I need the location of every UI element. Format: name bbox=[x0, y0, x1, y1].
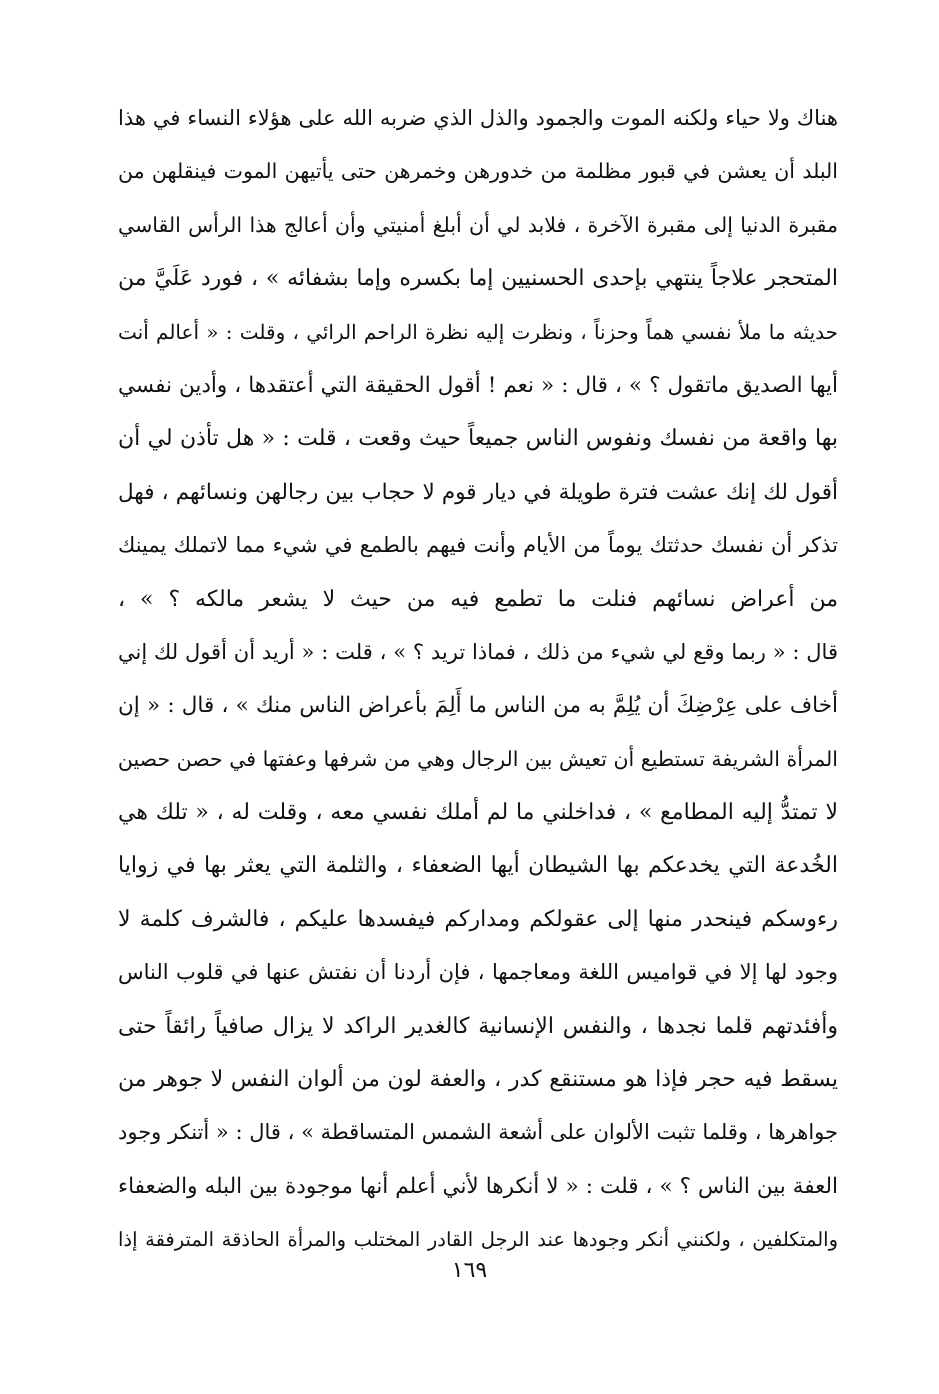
text-line: مقبرة الدنيا إلى مقبرة الآخرة ، فلابد لي أن أبلغ أمنيتي وأن أعالج هذا الرأس القاسي bbox=[118, 212, 838, 237]
text-line: وجود لها إلا في قواميس اللغة ومعاجمها ، فإن أردنا أن نفتش عنها في قلوب الناس bbox=[118, 960, 838, 985]
text-line: والمتكلفين ، ولكنني أنكر وجودها عند الرجل القادر المختلب والمرأة الحاذقة المترفقة إذا bbox=[118, 1228, 838, 1252]
text-line: أيها الصديق ماتقول ؟ » ، قال : « نعم ! أقول الحقيقة التي أعتقدها ، وأدين نفسي bbox=[118, 372, 838, 398]
text-line: أخاف على عِرْضِكَ أن يُلِمَّ به من الناس ما أَلِمَ بأعراض الناس منك » ، قال : « إن bbox=[118, 693, 838, 719]
text-line: البلد أن يعشن في قبور مظلمة من خدورهن وخمرهن حتى يأتيهن الموت فينقلهن من bbox=[118, 159, 838, 184]
text-line: الخُدعة التي يخدعكم بها الشيطان أيها الضعفاء ، والثلمة التي يعثر بها في زوايا bbox=[118, 853, 838, 879]
text-line: قال : « ربما وقع لي شيء من ذلك ، فماذا تريد ؟ » ، قلت : « أريد أن أقول لك إني bbox=[118, 639, 838, 664]
text-line: رءوسكم فينحدر منها إلى عقولكم ومداركم فيفسدها عليكم ، فالشرف كلمة لا bbox=[118, 906, 838, 932]
text-line: من أعراض نسائهم فنلت ما تطمع فيه من حيث لا يشعر مالكه ؟ » ، bbox=[118, 586, 838, 612]
page-number: ١٦٩ bbox=[451, 1258, 488, 1283]
text-line: يسقط فيه حجر فإذا هو مستنقع كدر ، والعفة لون من ألوان النفس لا جوهر من bbox=[118, 1067, 838, 1093]
text-line: العفة بين الناس ؟ » ، قلت : « لا أنكرها لأني أعلم أنها موجودة بين البله والضعفاء bbox=[118, 1173, 838, 1199]
text-line: المتحجر علاجاً ينتهي بإحدى الحسنيين إما بكسره وإما بشفائه » ، فورد عَلَيَّ من bbox=[118, 266, 838, 292]
text-line: حديثه ما ملأ نفسي هماً وحزناً ، ونظرت إليه نظرة الراحم الرائي ، وقلت : « أعالم أنت bbox=[118, 319, 838, 344]
text-line: لا تمتدُّ إليه المطامع » ، فداخلني ما لم أملك نفسي معه ، وقلت له ، « تلك هي bbox=[118, 800, 838, 826]
text-line: جواهرها ، وقلما تثبت الألوان على أشعة الشمس المتساقطة » ، قال : « أتنكر وجود bbox=[118, 1120, 838, 1145]
text-line: وأفئدتهم قلما نجدها ، والنفس الإنسانية كالغدير الراكد لا يزال صافياً رائقاً حتى bbox=[118, 1013, 838, 1039]
body-text bbox=[118, 92, 838, 1267]
text-line: تذكر أن نفسك حدثتك يوماً من الأيام وأنت فيهم بالطمع في شيء مما لاتملك يمينك bbox=[118, 533, 838, 558]
text-line: بها واقعة من نفسك ونفوس الناس جميعاً حيث وقعت ، قلت : « هل تأذن لي أن bbox=[118, 426, 838, 452]
text-line: هناك ولا حياء ولكنه الموت والجمود والذل الذي ضربه الله على هؤلاء النساء في هذا bbox=[118, 106, 838, 130]
text-line: أقول لك إنك عشت فترة طويلة في ديار قوم لا حجاب بين رجالهن ونسائهم ، فهل bbox=[118, 479, 838, 505]
text-line: المرأة الشريفة تستطيع أن تعيش بين الرجال وهي من شرفها وعفتها في حصن حصين bbox=[118, 746, 838, 771]
